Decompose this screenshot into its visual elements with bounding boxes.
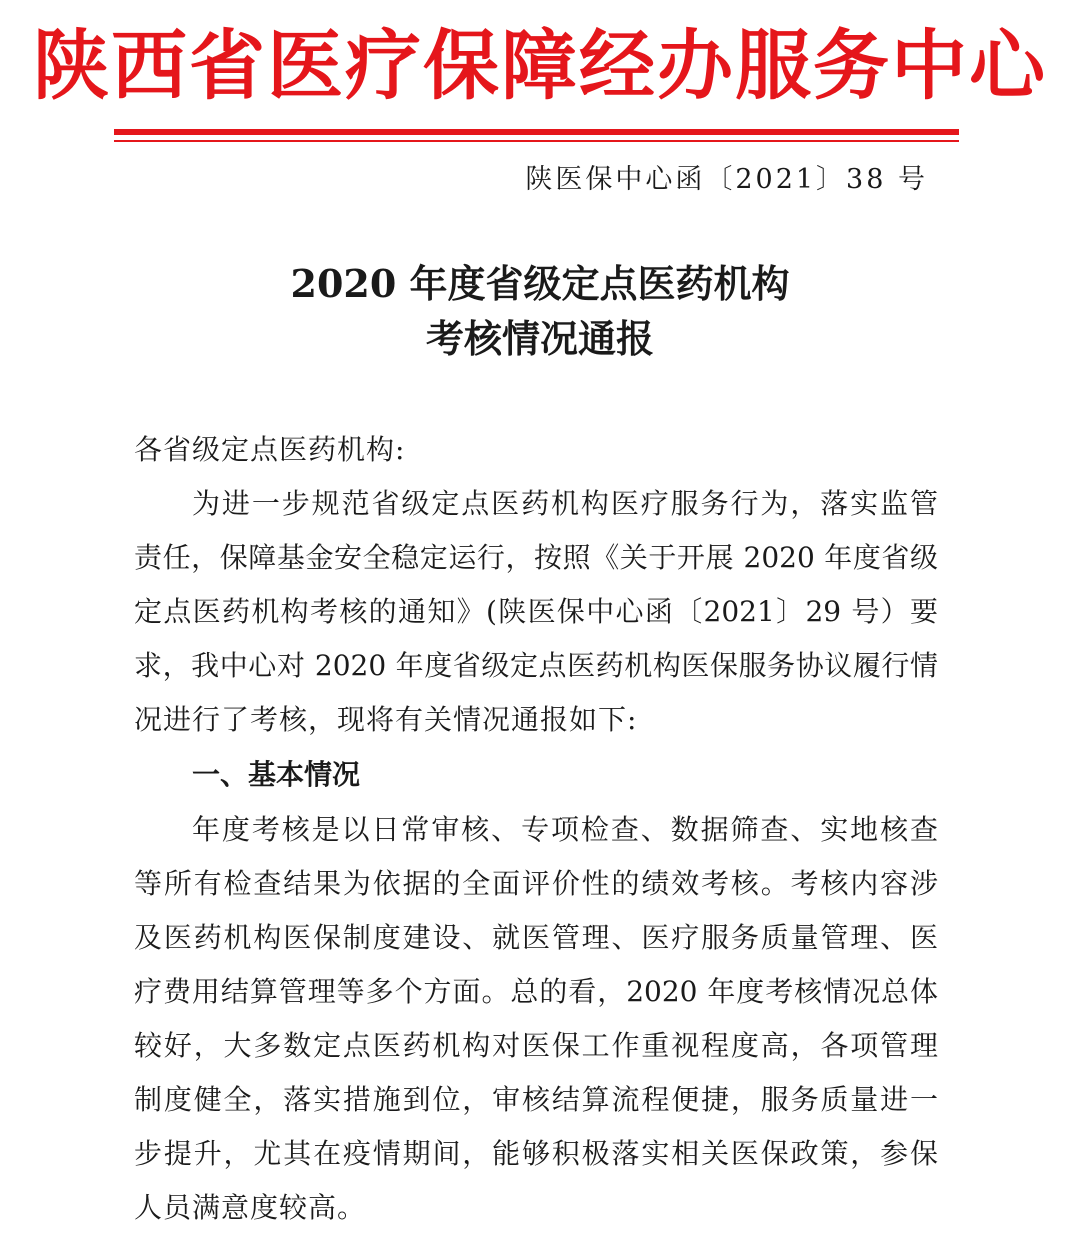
section-heading-basic-situation: 一、基本情况 [192, 758, 361, 791]
document-number: 陕医保中心函〔2021〕38 号 [525, 164, 928, 195]
salutation: 各省级定点医药机构: [134, 433, 406, 466]
section-line: 年度考核是以日常审核、专项检查、数据筛查、实地核查 [192, 813, 938, 846]
section-line: 步提升，尤其在疫情期间，能够积极落实相关医保政策，参保 [134, 1137, 938, 1170]
intro-line: 为进一步规范省级定点医药机构医疗服务行为，落实监管 [192, 487, 938, 520]
intro-line: 责任，保障基金安全稳定运行，按照《关于开展 2020 年度省级 [134, 541, 938, 574]
document-title-line-1: 2020 年度省级定点医药机构 [290, 261, 790, 306]
section-line: 人员满意度较高。 [134, 1191, 367, 1224]
letterhead-rule-thin [114, 140, 959, 142]
section-line: 较好，大多数定点医药机构对医保工作重视程度高，各项管理 [134, 1029, 938, 1062]
intro-line: 况进行了考核，现将有关情况通报如下: [134, 703, 638, 736]
section-line: 疗费用结算管理等多个方面。总的看，2020 年度考核情况总体 [134, 975, 938, 1008]
intro-line: 定点医药机构考核的通知》(陕医保中心函〔2021〕29 号）要 [134, 595, 938, 628]
letterhead-rule-thick [114, 129, 959, 135]
section-line: 及医药机构医保制度建设、就医管理、医疗服务质量管理、医 [134, 921, 938, 954]
org-letterhead: 陕西省医疗保障经办服务中心 [33, 21, 1047, 110]
document-title-line-2: 考核情况通报 [425, 316, 654, 361]
section-line: 制度健全，落实措施到位，审核结算流程便捷，服务质量进一 [134, 1083, 938, 1116]
intro-line: 求，我中心对 2020 年度省级定点医药机构医保服务协议履行情 [134, 649, 938, 682]
section-line: 等所有检查结果为依据的全面评价性的绩效考核。考核内容涉 [134, 867, 938, 900]
